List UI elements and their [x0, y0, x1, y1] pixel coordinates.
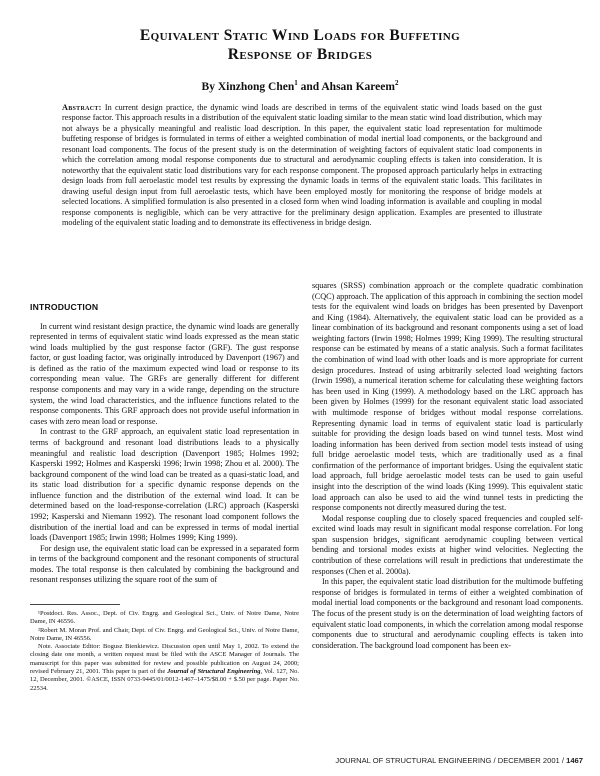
footnote-3-text-a: Note. Associate Editor: Bogusz Bienkiewicz. Discussion open until May 1, 2002. To extend the closing date one month, a written request must be filed with the ASCE Manager of Journals. The manuscript for this paper was submitted for review and possible publication on August 24, 2000; revised February 21, 2001. This paper is part of the [30, 643, 299, 676]
page-footer [335, 756, 583, 765]
right-paragraph-1: squares (SRSS) combination approach or the complete quadratic combination (CQC) approach. The application of this approach in combining the section model tests for the equivalent wind loads on bridges has been presented by Davenport and King (1984). Alternatively, the equivalent static load can be provided as a linear combination of its background and resonant components using a set of load weighting factors (Irwin 1998; Holmes 1999; King 1999). The resulting structural response can be estimated by means of a static analysis. Such a format facilitates the combination of wind load with other loads and is more appropriate for current design procedures. Instead of using arbitrarily selected load weighting factors (Irwin 1998), a numerical iteration scheme for calculating these weighting factors has been used in King (1999). A methodology based on the LRC approach has been given by Holmes (1999) for the resonant equivalent static load associated with multimode response of bridges without modal response correlations. Representing dynamic load in terms of equivalent static load is particularly suitable for providing the design loads based on wind tunnel tests. Most wind loading information has been derived from section model tests instead of using full bridge aeroelastic model tests, which are traditionally used as a final confirmation of the performance of important bridges. Using the equivalent static load approach, full bridge aeroelastic model tests can be used to gain useful insight into the description of the wind loads (King 1999). This equivalent static load approach can also be used to aid the wind tunnel tests in predicting the response components not directly measured during the test. [312, 281, 583, 513]
author-line [0, 79, 600, 93]
footnote-3 [30, 643, 299, 693]
left-column [30, 302, 299, 586]
author-2-mark: 2 [394, 79, 399, 87]
author-1-mark: 1 [294, 79, 298, 87]
abstract-label: Abstract: [62, 103, 102, 112]
right-column [312, 281, 583, 651]
footnote-divider [30, 604, 120, 605]
abstract-text: In current design practice, the dynamic wind loads are described in terms of the equivalent static wind loads based on the gust response factor. This approach results in a distribution of the equivalent static loading similar to the mean static wind load distribution, which may not always be a physically meaningful and realistic load description. In this paper, the equivalent static load representation for multimode buffeting response of bridges is formulated in terms of either a weighted combination of modal inertial load components, or the background and resonant load components. The focus of the present study is on the determination of weighting factors of equivalent static load components in which the correlation among modal response components due to structural and aerodynamic coupling effects is taken into consideration. It is noteworthy that the equivalent static load distributions vary for each response component. The proposed approach particularly helps in extracting design loads from full aeroelastic model test results by expressing the dynamic loads in terms of the equivalent static loads. This facilitates in drawing useful design input from full aeroelastic tests, which have been employed mostly for monitoring the response of bridge models at selected locations. A simplified formulation is also presented in a closed form when wind loading information is available and coupling in modal response components is negligible, which can be very attractive for the preliminary design application. Examples are presented to illustrate modeling of the equivalent static loading and to demonstrate its effectiveness in bridge design. [62, 103, 543, 227]
title-line-1: Equivalent Static Wind Loads for Buffeting [139, 27, 461, 44]
paper-title [0, 26, 600, 64]
right-paragraph-2: Modal response coupling due to closely spaced frequencies and coupled self-excited wind loads may result in significant modal response correlation. For long span suspension bridges, significant aerodynamic coupling between vertical bending and torsional modes exists at higher wind velocities. Neglecting the contribution of these correlations will result in predictions that underestimate the responses (Chen et al. 2000a). [312, 513, 583, 576]
footnotes [30, 604, 299, 693]
footnote-3-journal: Journal of Structural Engineering [167, 668, 261, 676]
footnote-2: ²Robert M. Moran Prof. and Chair, Dept. of Civ. Engrg. and Geological Sci., Univ. of Notre Dame, Notre Dame, IN 46556. [30, 626, 299, 642]
footnote-1: ¹Postdoct. Res. Assoc., Dept. of Civ. Engrg. and Geological Sci., Univ. of Notre Dame, Notre Dame, IN 46556. [30, 610, 299, 626]
right-paragraph-3: In this paper, the equivalent static load distribution for the multimode buffeting response of bridges is formulated in terms of either a weighted combination of modal inertial load components or the background and resonant load components. The focus of the present study is on the determination of load weighting factors of equivalent static load components, in which the correlation among modal response components due to structural and aerodynamic coupling effects is taken into consideration. The background load component has been ex- [312, 577, 583, 650]
page-number: 1467 [566, 756, 583, 765]
author-connector: and Ahsan Kareem [297, 80, 395, 93]
footnote-3-text-b: , Vol. 127, No. 12, December, 2001. ©ASCE, ISSN 0733-9445/01/0012-1467–1475/$8.00 + $.50 per page. Paper No. 22534. [30, 668, 300, 692]
left-paragraph-2: In contrast to the GRF approach, an equivalent static load representation in terms of background and resonant load distributions leads to a physically meaningful and realistic load description (Davenport 1985; Holmes 1992; Kasperski 1992; Holmes and Kasperski 1996; Irwin 1998; Zhou et al. 2000). The background component of the wind load can be treated as a quasi-static load, and its static load distribution for a specific dynamic response depends on the influence function and the distribution of the external wind load. It can be determined based on the load-response-correlation (LRC) approach (Kasperski 1992; Kasperski and Niemann 1992). The resonant load component follows the distribution of the inertial load and can be expressed in terms of modal inertial loads (Davenport 1985; Irwin 1998; Holmes 1999; King 1999). [30, 427, 299, 543]
left-paragraph-3: For design use, the equivalent static load can be expressed in a separated form in terms of the background component and the resonant components of structural modes. The total response is then calculated by combining the background and resonant responses utilizing the square root of the sum of [30, 543, 299, 585]
title-line-2: Response of Bridges [227, 46, 373, 63]
footer-journal: JOURNAL OF STRUCTURAL ENGINEERING / DECEMBER 2001 / [335, 756, 567, 765]
left-paragraph-1: In current wind resistant design practice, the dynamic wind loads are generally represented in terms of equivalent static wind loads expressed as the mean static wind loads multiplied by the gust response factor (GRF). The gust response factor, or gust loading factor, was originally introduced by Davenport (1967) and is defined as the ratio of the maximum expected wind load or response to its corresponding mean value. The GRFs are generally different for different response components and may vary in a wide range, depending on the structure system, the wind load characteristics, and the influence functions related to the response components. This GRF approach does not provide useful information in cases with zero mean load or response. [30, 321, 299, 426]
abstract [62, 103, 542, 228]
introduction-heading: INTRODUCTION [30, 302, 99, 312]
author-1: By Xinzhong Chen [201, 80, 295, 93]
